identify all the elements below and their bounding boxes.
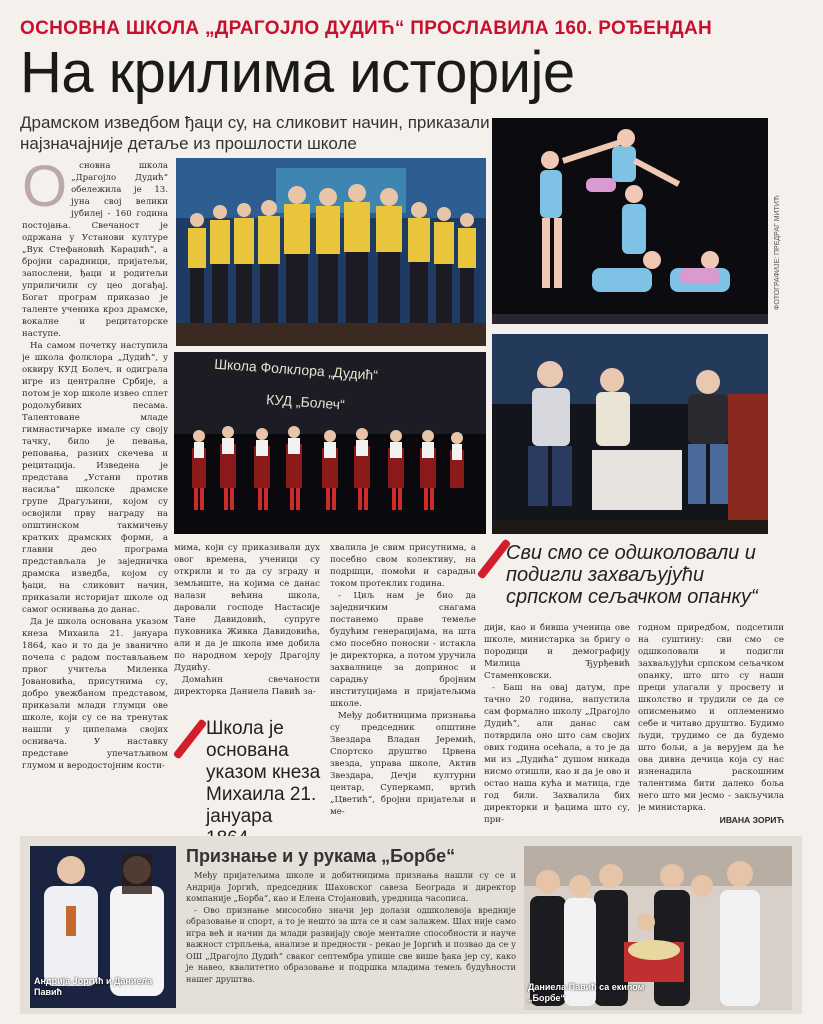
article-paragraph: - Циљ нам је био да заједничким снагама постанемо праве темеље будућим генерацијама, на шта смо посебно поносни - истакла је директорка, а потом уручила захвалнице за допринос и сарадњу бројним институцијама и пријатељима школе. (330, 591, 476, 709)
award-photo-left (30, 846, 176, 1008)
folklore-banner-title: Школа Фолклора „Дудић“ (213, 355, 379, 384)
photo-credit: ФОТОГРАФИЈЕ: ПРЕДРАГ МИТИЋ (774, 195, 781, 310)
article-paragraph: хвалила је свим присутнима, а посебно свом колективу, на подршци, помоћи и сарадњи током протеклих година. (330, 543, 476, 589)
drama-photo (492, 334, 768, 534)
award-photo-right (524, 846, 792, 1010)
article-column-2 (174, 542, 320, 714)
photo-caption-left: Андрија Јоргић и Даниела Павић (34, 976, 153, 997)
sidebar-paragraph: Међу пријатељима школе и добитницима признања нашли су се и Андрија Јоргић, председник Шаховског савеза Београда и директор компаније „Борба“, као и Елена Стојановић, уредница часописа. (186, 870, 516, 903)
dropcap-letter: О (22, 160, 68, 219)
photo-caption-right: Даниела Павић са екипом „Борбе“ (528, 982, 645, 1003)
article-paragraph: - Баш на овај датум, пре тачно 20 година, напустила сам формално школу „Драгојло Дудић“, али данас сам потврдила оно што сам својих ових година осећала, а то је да ми из „Дудића“ душом никада нисмо отишли, као и да је ово и остао наша кућа и матица, где год били. Захвалила бих директорки и ђацима што су, при- (484, 683, 630, 825)
sidebar-title: Признање и у рукама „Борбе“ (186, 846, 456, 866)
article-paragraph: Домаћин свечаности директорка Даниела Павић за- (174, 675, 320, 697)
article-kicker: ОСНОВНА ШКОЛА „ДРАГОЈЛО ДУДИЋ“ ПРОСЛАВИЛА 160. РОЂЕНДАН (20, 18, 713, 39)
article-column-1 (22, 160, 168, 832)
article-paragraph: На самом почетку наступила је школа фолклора „Дудић“, у оквиру КУД Болеч, и одиграла игре из централне Србије, а потом је хор школе извео сплет родољубивих песама. Талентоване младе гимнастичарке имале су своју тачку, било је певања, реповања, разних скечева и рецитација. Изведена је представа „Устани против насиља“ школске драмске групе Драгуљини, којом су освојили прву награду на општинском такмичењу кратких драмских форми, а главни део програма представљала је заједничка драмска изведба, којом су ђаци, на сликовит начин, приказали историјат школе од самог оснивања до данас. (22, 341, 168, 615)
pull-quote-opanak: Сви смо се одшколовали и подигли захваљујући српском сељачком опанку“ (506, 542, 758, 608)
folklore-photo (174, 352, 486, 534)
choir-photo (176, 158, 486, 346)
sidebar-paragraph: - Ово признање мисособно значи јер долази одшколевоја вредније образовање и спорт, а то је нешто за шта се и сам залажем. Шах није само игра већ и начин да млади развијају своје менталне способности и науче важност стрпљења, анализе и предности - рекао је Јоргић и позвао да се у ОШ „Драгојло Дудић“ сваког септембра упише све више ђака јер су, како је навео, квалитетно образовање и подршка младима темељ будућности нашег друштва. (186, 904, 516, 984)
article-paragraph: мима, који су приказивали дух овог времена, ученици су открили и то да су зграду и земљиште, на којима се данас налази већина школа, даровали господе Настасије Тане Давидовић, супруге пуковника Живка Давидовића, али и да је школа име добила по народном хероју Драгојлу Дудићу. (174, 543, 320, 673)
article-column-4 (484, 622, 630, 832)
article-headline: На крилима историје (20, 40, 575, 105)
article-paragraph: Да је школа основана указом кнеза Михаила 21. јануара 1864, као и то да је званично почела с радом постављањем првог учитеља Миленка Јовановића, присутнима су, добро увежбаном представом, приказали млади глумци ове школе, који су се на тренутак нашли у ципелама својих оснивача. У наставку представе упечатљивом глумом и веродостојним кости- (22, 617, 168, 771)
quote-slash-mark (173, 718, 208, 759)
gymnasts-photo (492, 118, 768, 324)
article-byline: ИВАНА ЗОРИЋ (719, 815, 784, 825)
pull-quote-founding: Школа је основана указом кнеза Михаила 21. јануара (206, 718, 321, 827)
article-paragraph: дији, као и бивша ученица ове школе, министарка за бригу о породици и демографију Милица Ђурђевић Стаменковски. (484, 623, 630, 681)
article-deck: Драмском изведбом ђаци су, на сликовит начин, приказали најзначајније детаље из прошлости школе (20, 113, 490, 153)
folklore-banner-subtitle: КУД „Болеч“ (265, 391, 346, 413)
article-paragraph: сновна школа „Драгојло Дудић“ обележила је 13. јуна свој велики јубилеј - 160 година постојања. Свечаност је одржана у Установи културе „Вук Стефановић Караџић“, а бројни сарадници, пријатељи, запослени, ђаци и родитељи уприличили су цео догађај. Богат програм приказао је таленте ученика кроз драмске, вокалне и рецитаторске наступе. (22, 161, 168, 339)
sidebar-text (186, 870, 516, 985)
article-paragraph: годном приредбом, подсетили на суштину: сви смо се одшколовали и подигли захваљујући српском сељачком опанку, што што су наши преци улагали у просвету и школство и трудили се да се описмењимо и оплеменимо себе и читаво друштво. Будимо људи, трудимо се да будемо што бољи, а ја верујем да ће ова дивна дечица која су нас изненадила раскошним талентима бити далеко боља него што ми јесмо - закључила је министарка. (638, 623, 784, 813)
article-paragraph: Међу добитницима признања су председник општине Звездара Владан Јеремић, Спортско друштво Црвена звезда, управа школе, Актив Звездара, Дечји културни центар, Суперкамп, вртић „Цветић“, бројни пријатељи и ме- (330, 711, 476, 817)
article-column-5 (638, 622, 784, 832)
article-column-3 (330, 542, 476, 832)
